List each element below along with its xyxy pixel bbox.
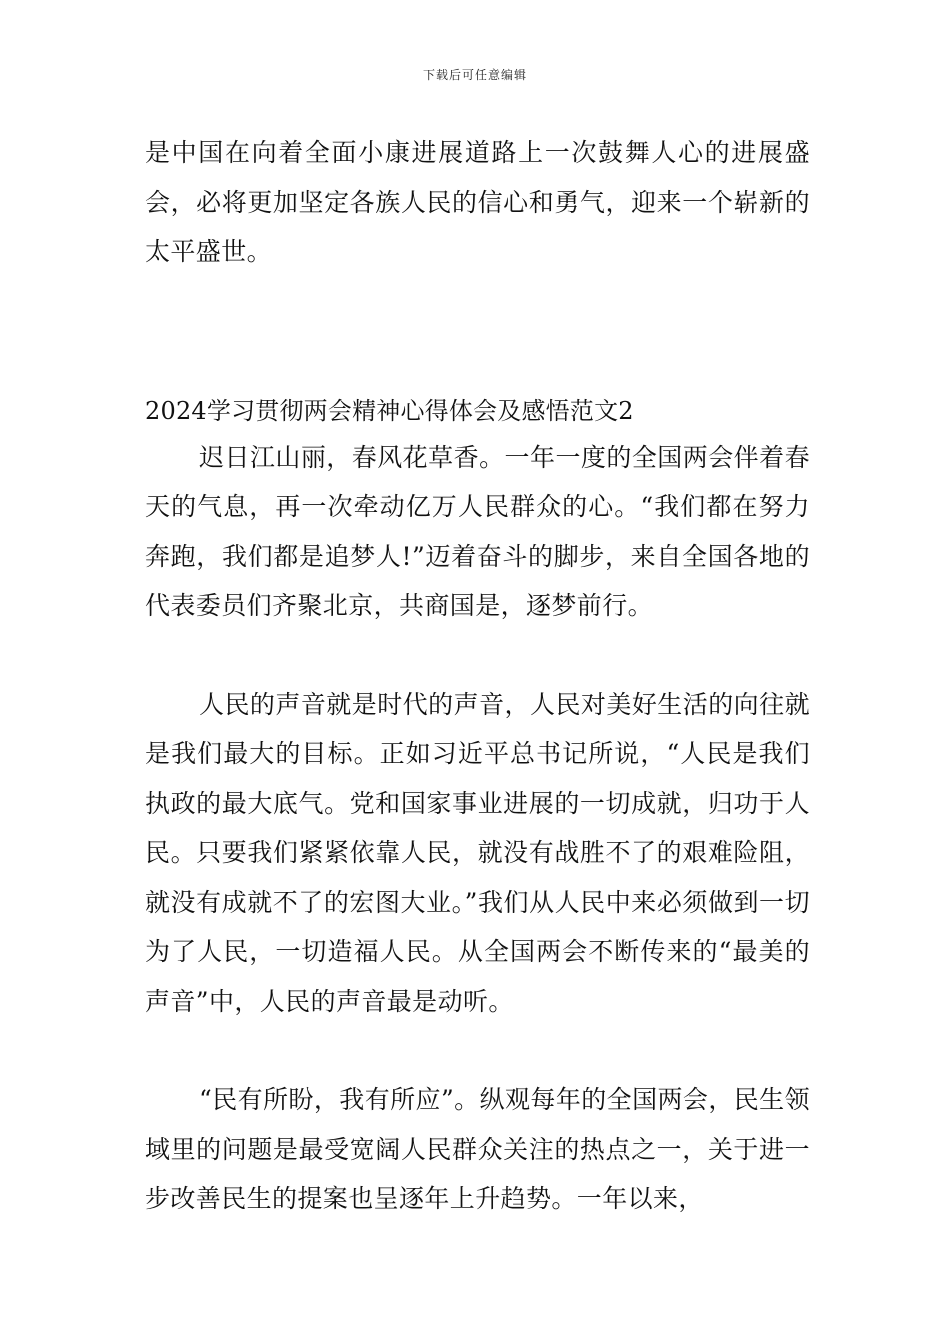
spacer xyxy=(145,277,810,389)
page-header: 下载后可任意编辑 xyxy=(422,68,527,82)
section-title: 2024学习贯彻两会精神心得体会及感悟范文2 xyxy=(145,396,634,425)
paragraph: 迟日江山丽，春风花草香。一年一度的全国两会伴着春天的气息，再一次牵动亿万人民群众的心。“我们都在努力奔跑，我们都是追梦人!”迈着奋斗的脚步，来自全国各地的代表委员们齐聚北京，共商国是，逐梦前行。 xyxy=(145,442,810,620)
paragraph: “民有所盼，我有所应”。纵观每年的全国两会，民生领域里的问题是最受宽阔人民群众关注的热点之一，关于进一步改善民生的提案也呈逐年上升趋势。一年以来， xyxy=(145,1085,810,1213)
spacer xyxy=(145,1026,810,1075)
spacer xyxy=(145,631,810,680)
paragraph-continued: 是中国在向着全面小康进展道路上一次鼓舞人心的进展盛会，必将更加坚定各族人民的信心和勇气，迎来一个崭新的太平盛世。 xyxy=(145,138,810,266)
document-body xyxy=(145,128,810,1224)
paragraph: 人民的声音就是时代的声音，人民对美好生活的向往就是我们最大的目标。正如习近平总书记所说，“人民是我们执政的最大底气。党和国家事业进展的一切成就，归功于人民。只要我们紧紧依靠人民，就没有战胜不了的艰难险阻，就没有成就不了的宏图大业。”我们从人民中来必须做到一切为了人民，一切造福人民。从全国两会不断传来的“最美的声音”中，人民的声音最是动听。 xyxy=(145,689,810,1016)
